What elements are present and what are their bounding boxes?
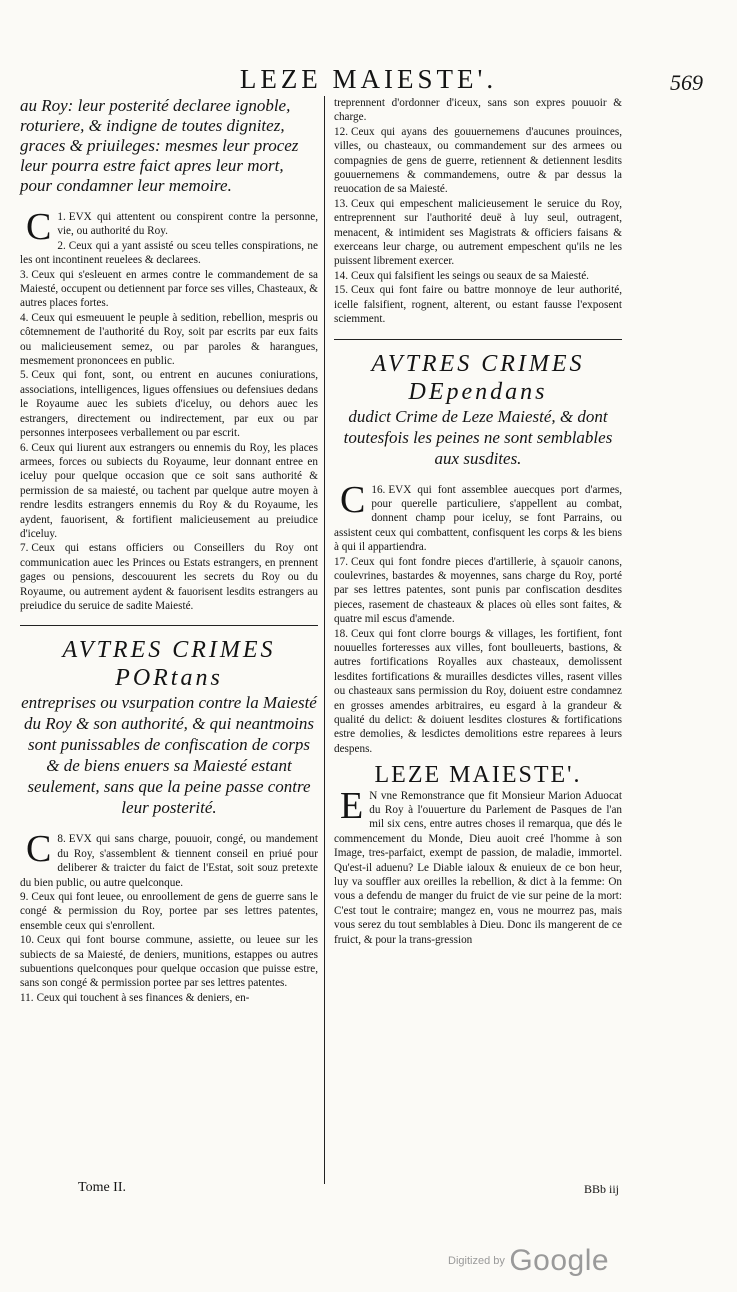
paragraph-number: 14. (334, 269, 348, 282)
left-paragraphs-2 (20, 828, 318, 1005)
paragraph-text: Ceux qui font bourse commune, assiette, ou leuee sur les subiects de sa Maiesté, de deniers, munitions, estappes ou autres subuentions quelconques pour quelque occasion que puisse estre, sans son congé & permission portee par ses lettres patentes. (20, 934, 318, 990)
paragraph-text: Ceux qui s'esleuent en armes contre le commandement de sa Maiesté, occupent ou detiennent par force ses villes, Chasteaux, & autres places fortes. (20, 268, 318, 310)
paragraph-number: 3. (20, 268, 29, 281)
paragraph-text: Ceux qui falsifient les seings ou seaux de sa Maiesté. (350, 269, 589, 282)
paragraph-text: Ceux qui ayans des gouuernemens d'aucunes prouinces, villes, ou chasteaux, ou commandement sur des armees ou compagnies de gens de guerre, retiennent & detiennent lesdits gouuernemens & commandemens, outre & par dessus la reuocation de sa Maiesté. (334, 125, 622, 196)
paragraph-number: 11. (20, 991, 34, 1004)
left-paragraphs (20, 206, 318, 613)
paragraph (334, 269, 622, 283)
paragraph (334, 555, 622, 627)
paragraph-number: 1. (57, 211, 66, 223)
paragraph (20, 311, 318, 369)
left-heading-rest: entreprises ou vsurpation contre la Maiesté du Roy & son authorité, & qui neantmoins sont punissables de confiscation de corps & de biens enuers sa Maiesté estant seulement, sans que la peine passe contre leur posterité. (21, 693, 317, 818)
paragraph-text: Ceux qui estans officiers ou Conseillers du Roy ont communication auec les Princes ou Estats estrangers, en prennent gages ou pensions, descouurent les secrets du Roy ou du Royaume, ou autrement aydent & fauorisent lesdits estrangers au preiudice du seruice de sadite Maiesté. (20, 542, 318, 612)
dropcap: E (340, 784, 364, 827)
footer-signature: BBb iij (584, 1182, 620, 1196)
paragraph-number: 10. (20, 934, 34, 947)
dropcap: C (26, 828, 52, 871)
right-heading-caps: AVTRES CRIMES DEpendans (371, 350, 585, 405)
right-heading-rest: dudict Crime de Leze Maiesté, & dont toutesfois les peines ne sont semblables aux susdites. (343, 406, 613, 468)
paragraph-text: Ceux qui font fondre pieces d'artillerie, à sçauoir canons, coulevrines, bastardes & moyennes, sans charge du Roy, porté par ses lettres patentes, sont punis par confiscation desdites pieces, rasement de chasteaux & places où elles sont faites, & quatre mil escus d'amende. (334, 555, 622, 626)
paragraph-text: Ceux qui font clorre bourgs & villages, les fortifient, font nouuelles forteresses aux villes, font boulleuerts, bastions, & autres fortifications Royalles aux chasteaux, demolissent lesdites fortifications & murailles desdictes villes, rasent villes ou chasteaux sans permission du Roy, doiuent estre condamnez en grosses amendes arbitraires, eu esgard à la grandeur & qualité du delict: & doiuent lesdites clostures & fortifications estre demolies, & lesdictes demolitions estre reparees à leurs despens. (334, 627, 622, 755)
paragraph-number: 12. (334, 125, 348, 138)
left-heading-caps: AVTRES CRIMES PORtans (62, 637, 276, 692)
paragraph-text: Ceux qui font faire ou battre monnoye de leur authorité, icelle falsifient, rognent, alterent, ou estant fausse l'exposent sciemment. (334, 284, 622, 326)
final-paragraph-text: N vne Remonstrance que fit Monsieur Marion Aduocat du Roy à l'ouuerture du Parlement de Pasques de l'an mil six cens, entre autres choses il remarqua, que dés le commencement du Monde, Dieu auoit creé l'homme à son Image, tres-parfaict, exempt de passion, de maladie, immortel. Qu'est-il aduenu? Le Diable ialoux & enuieux de ce bon heur, luy va souffler aux oreilles la rebellion, & dict à la femme: On vous a defendu de manger du fruict de vie sur peine de la mort: C'est tout le contraire; mangez en, vous ne mourrez pas, mais vous serez du tout semblables à Dieu. Donc ils mangerent de ce fruict, & pour la trans-gression (334, 789, 622, 946)
page-number: 569 (670, 70, 703, 95)
paragraph (20, 268, 318, 311)
paragraph-text: EVX qui font assemblee auecques port d'armes, pour querelle particuliere, s'appellent au combat, donnent champ pour iceluy, se font Parrains, ou assistent ceux qui combattent, confisquent les corps & les biens à qui il appartiendra. (334, 483, 622, 554)
paragraph-number: 2. (57, 239, 66, 252)
paragraph (334, 627, 622, 757)
paragraph-number: 15. (334, 284, 348, 297)
paragraph-number: 16. (371, 483, 386, 496)
left-intro: au Roy: leur posterité declaree ignoble, roturiere, & indigne de toutes dignitez, graces & priuileges: mesmes leur procez leur pourra estre faict apres leur mort, pour condamner leur memoire. (20, 96, 299, 195)
paragraph-number: 13. (334, 197, 348, 210)
paragraph (20, 239, 318, 268)
paragraph-number: 5. (20, 369, 29, 382)
right-paragraphs (334, 96, 622, 327)
watermark-brand: Google (509, 1244, 610, 1277)
paragraph (20, 441, 318, 542)
paragraph-text: treprennent d'ordonner d'iceux, sans son expres pouuoir & charge. (334, 97, 622, 124)
paragraph (20, 368, 318, 440)
running-head: LEZE MAIESTE'. (239, 64, 498, 94)
paragraph (20, 991, 318, 1005)
final-paragraph (334, 784, 622, 947)
paragraph-text: Ceux qui font leuee, ou enroollement de gens de guerre sans le congé & permission du Roy, portee par ses lettres patentes, ensemble ceux qui s'enrollent. (20, 891, 318, 932)
left-heading (20, 636, 318, 818)
dropcap: C (340, 478, 366, 521)
paragraph-number: 8. (57, 833, 66, 846)
paragraph-text: Ceux qui font, sont, ou entrent en aucunes coniurations, associations, intelligences, ligues offensiues ou defensiues dedans le Royaume auec les subiets d'iceluy, ou dehors auec les estrangers, directement ou indirectement, par eux ou par personnes interposees verballement ou par escrit. (20, 369, 318, 440)
paragraph (20, 828, 318, 890)
google-watermark (448, 1244, 609, 1278)
paragraph (20, 541, 318, 613)
paragraph (334, 283, 622, 326)
paragraph (20, 933, 318, 991)
dropcap: C (26, 206, 52, 248)
paragraph (20, 890, 318, 933)
watermark-prefix: Digitized by (448, 1255, 505, 1267)
paragraph (334, 197, 622, 269)
left-column (20, 96, 318, 1005)
paragraph-number: 17. (334, 555, 348, 568)
paragraph-text: Ceux qui touchent à ses finances & deniers, en- (36, 991, 250, 1004)
right-column (334, 96, 622, 947)
paragraph-number: 18. (334, 627, 348, 640)
paragraph (20, 206, 318, 248)
paragraph-number: 7. (20, 542, 29, 555)
paragraph-number: 4. (20, 311, 29, 324)
paragraph-text: EVX qui sans charge, pouuoir, congé, ou mandement du Roy, s'assemblent & tiennent conseil en priué pour deliberer & traicter du faict de l'Estat, soit souz pretexte du bien public, ou autre quelconque. (20, 833, 318, 889)
paragraph-text: Ceux qui empeschent malicieusement le seruice du Roy, entreprennent sur l'authorité deuë à luy seul, outragent, menacent, & intimident ses Magistrats & officiers faisans & exerceans leur charge, ou autrement empeschent qu'ils ne les puissent librement exercer. (334, 197, 622, 268)
right-paragraphs-2 (334, 478, 622, 757)
paragraph-text: Ceux qui a yant assisté ou sceu telles conspirations, ne les ont incontinent reuelees & declarees. (20, 239, 318, 267)
paragraph (334, 478, 622, 555)
paragraph (334, 125, 622, 197)
paragraph-text: EVX qui attentent ou conspirent contre la personne, vie, ou authorité du Roy. (57, 211, 318, 238)
section-rule (334, 339, 622, 340)
section-rule (20, 625, 318, 626)
right-heading (334, 350, 622, 469)
paragraph-number: 9. (20, 891, 29, 903)
paragraph-text: Ceux qui liurent aux estrangers ou ennemis du Roy, les places armees, forces ou subiects du Royaume, leur donnant entree en iceluy pour quelque occasion que ce soit sans authorité & permission de sa maiesté, ou tachent par quelque autre moyen à rendre lesdits estrangers ennemis du Roy & du Royaume, les aydent, fauorisent, & fortifient malicieusement au preiudice d'iceluy. (20, 441, 318, 540)
column-divider (324, 96, 325, 1184)
paragraph-text: Ceux qui esmeuuent le peuple à sedition, rebellion, mespris ou côtemnement de l'authorité du Roy, soit par escrits par eux faits ou malicieusement semez, ou par paroles & harangues, mesmement prononcees en public. (20, 311, 318, 368)
section-title: LEZE MAIESTE'. (374, 762, 582, 789)
paragraph-number: 6. (20, 441, 29, 454)
footer-tome: Tome II. (78, 1180, 127, 1195)
paragraph (334, 96, 622, 125)
